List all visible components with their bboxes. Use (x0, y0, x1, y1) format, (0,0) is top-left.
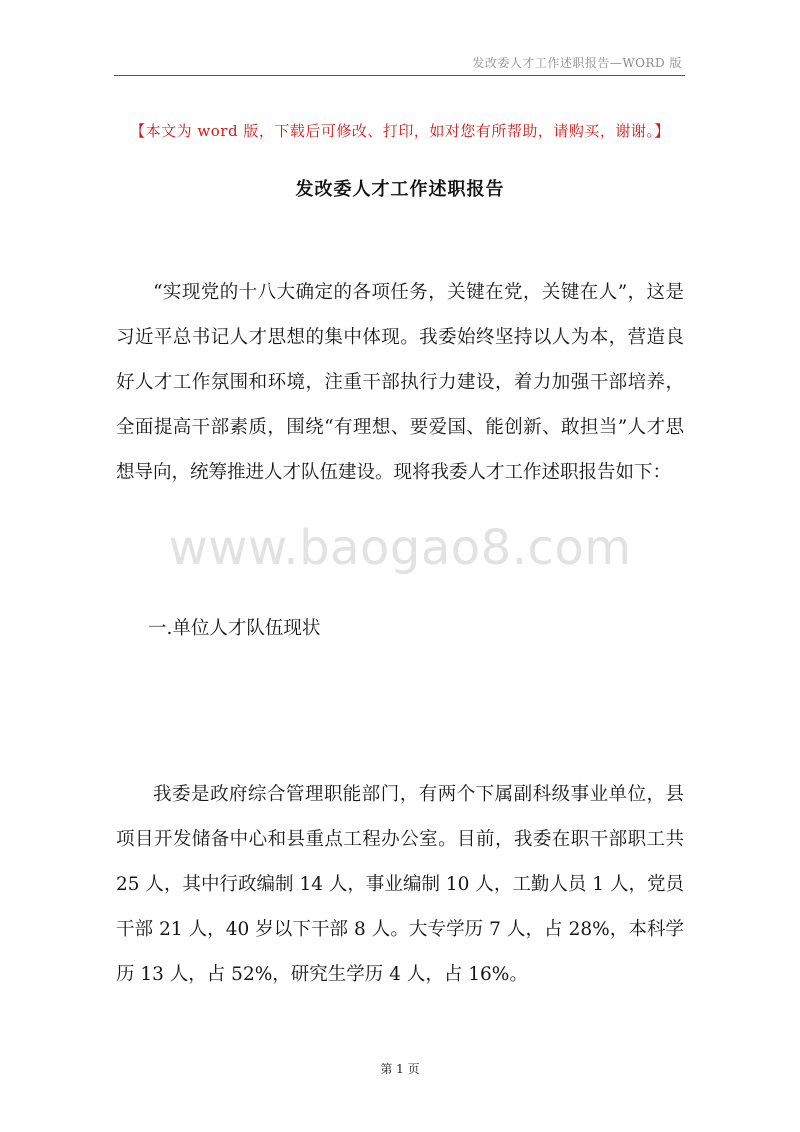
document-title: 发改委人才工作述职报告 (295, 179, 505, 200)
section-heading: 一.单位人才队伍现状 (148, 618, 321, 639)
staff-paragraph: 我委是政府综合管理职能部门，有两个下属副科级事业单位，县项目开发储备中心和县重点工程办公室。目前，我委在职干部职工共 25 人，其中行政编制 14 人，事业编制 10 人，工勤人员 1 人，党员干部 21 人，40 岁以下干部 8 人。大专学历 7 人，占 28%，本科学历 13 人，占 52%，研究生学历 4 人，占 16%。 (116, 784, 684, 985)
page-number: 第 1 页 (380, 1062, 420, 1076)
purchase-notice: 【本文为 word 版，下载后可修改、打印，如对您有所帮助，请购买，谢谢。】 (130, 122, 670, 140)
watermark-text: www.baogao8.com (168, 520, 632, 576)
intro-paragraph: “实现党的十八大确定的各项任务，关键在党，关键在人”，这是习近平总书记人才思想的集中体现。我委始终坚持以人为本，营造良好人才工作氛围和环境，注重干部执行力建设，着力加强干部培养，全面提高干部素质，围绕“有理想、要爱国、能创新、敢担当”人才思想导向，统筹推进人才队伍建设。现将我委人才工作述职报告如下： (116, 282, 684, 483)
running-header: 发改委人才工作述职报告—WORD 版 (472, 56, 682, 70)
header-divider (114, 75, 685, 76)
